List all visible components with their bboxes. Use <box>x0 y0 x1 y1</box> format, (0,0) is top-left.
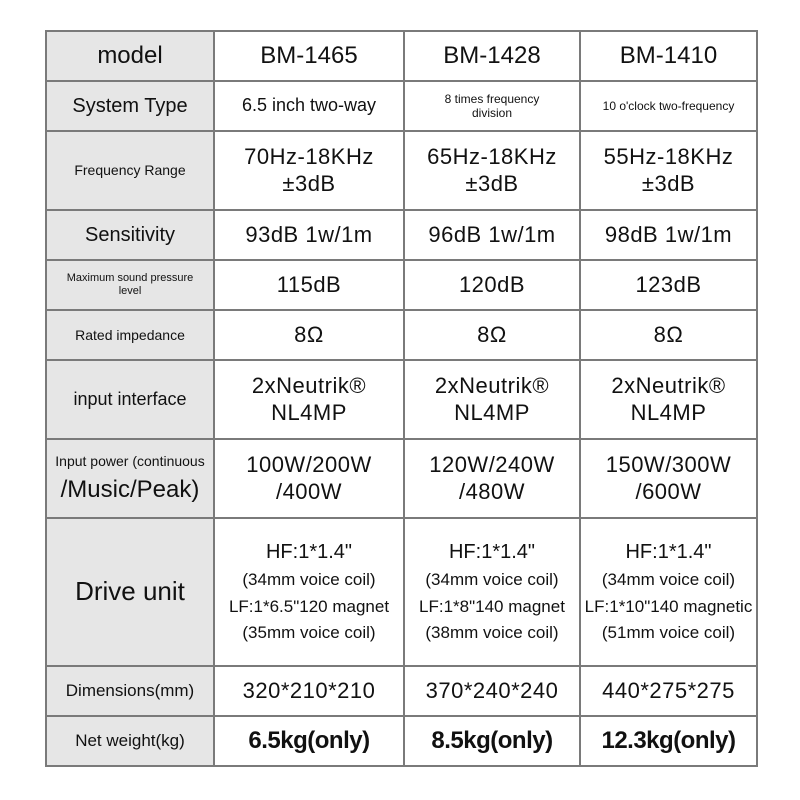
weight-1: 6.5kg(only) <box>214 716 404 766</box>
row-input-interface <box>46 360 757 439</box>
power-2-line2: /480W <box>458 478 526 504</box>
dimensions-3: 440*275*275 <box>580 666 757 716</box>
drive-2-lf-coil: (38mm voice coil) <box>425 623 559 643</box>
impedance-1: 8Ω <box>214 310 404 360</box>
sensitivity-2: 96dB 1w/1m <box>404 210 580 260</box>
freq-3-line2: ±3dB <box>641 170 696 196</box>
power-2 <box>404 439 580 518</box>
power-1 <box>214 439 404 518</box>
model-name-3: BM-1410 <box>580 31 757 81</box>
input-1-line2: NL4MP <box>271 399 347 425</box>
power-1-line2: /400W <box>275 478 343 504</box>
label-max-spl <box>46 260 214 310</box>
drive-2-lf: LF:1*8"140 magnet <box>419 596 565 616</box>
drive-2-hf: HF:1*1.4" <box>448 541 536 564</box>
label-system-type: System Type <box>46 81 214 131</box>
row-net-weight <box>46 716 757 766</box>
drive-3-lf: LF:1*10"140 magnetic <box>584 596 753 616</box>
row-dimensions <box>46 666 757 716</box>
label-sensitivity: Sensitivity <box>46 210 214 260</box>
model-name-1: BM-1465 <box>214 31 404 81</box>
drive-2-hf-coil: (34mm voice coil) <box>425 570 559 590</box>
power-1-line1: 100W/200W <box>246 452 372 478</box>
input-2-line2: NL4MP <box>454 399 530 425</box>
input-3-line2: NL4MP <box>630 399 707 425</box>
drive-3-hf: HF:1*1.4" <box>625 541 712 564</box>
system-type-2-line1: 8 times frequency <box>444 91 540 106</box>
freq-1-line2: ±3dB <box>282 170 336 196</box>
power-2-line1: 120W/240W <box>429 452 555 478</box>
drive-3-hf-coil: (34mm voice coil) <box>601 570 736 590</box>
impedance-2: 8Ω <box>404 310 580 360</box>
power-3-line1: 150W/300W <box>605 452 732 478</box>
label-model: model <box>46 31 214 81</box>
freq-3 <box>580 131 757 210</box>
drive-3-lf-coil: (51mm voice coil) <box>601 623 736 643</box>
label-dimensions: Dimensions(mm) <box>46 666 214 716</box>
freq-2-line2: ±3dB <box>465 170 519 196</box>
row-max-spl <box>46 260 757 310</box>
power-3-line2: /600W <box>635 478 702 504</box>
freq-1-line1: 70Hz-18KHz <box>244 144 374 170</box>
input-2-line1: 2xNeutrik® <box>434 373 550 399</box>
system-type-2-line2: division <box>471 106 513 120</box>
row-model <box>46 31 757 81</box>
dimensions-1: 320*210*210 <box>214 666 404 716</box>
drive-1-hf: HF:1*1.4" <box>265 541 353 564</box>
row-impedance <box>46 310 757 360</box>
system-type-3: 10 o'clock two-frequency <box>580 81 757 131</box>
drive-3 <box>580 518 757 666</box>
freq-2-line1: 65Hz-18KHz <box>427 144 557 170</box>
weight-2: 8.5kg(only) <box>404 716 580 766</box>
weight-3: 12.3kg(only) <box>580 716 757 766</box>
row-input-power <box>46 439 757 518</box>
system-type-2 <box>404 81 580 131</box>
freq-1 <box>214 131 404 210</box>
input-2 <box>404 360 580 439</box>
label-input-power-line2: /Music/Peak) <box>60 475 200 503</box>
max-spl-3: 123dB <box>580 260 757 310</box>
label-rated-impedance: Rated impedance <box>46 310 214 360</box>
model-name-2: BM-1428 <box>404 31 580 81</box>
drive-1-hf-coil: (34mm voice coil) <box>242 570 376 590</box>
freq-3-line1: 55Hz-18KHz <box>603 144 734 170</box>
row-drive-unit <box>46 518 757 666</box>
sensitivity-1: 93dB 1w/1m <box>214 210 404 260</box>
input-1-line1: 2xNeutrik® <box>251 373 367 399</box>
label-max-spl-line1: Maximum sound pressure <box>66 271 194 284</box>
label-input-interface: input interface <box>46 360 214 439</box>
drive-1-lf: LF:1*6.5"120 magnet <box>228 596 390 616</box>
power-3 <box>580 439 757 518</box>
label-net-weight: Net weight(kg) <box>46 716 214 766</box>
input-1 <box>214 360 404 439</box>
drive-2 <box>404 518 580 666</box>
input-3 <box>580 360 757 439</box>
row-sensitivity <box>46 210 757 260</box>
label-input-power <box>46 439 214 518</box>
impedance-3: 8Ω <box>580 310 757 360</box>
label-frequency-range: Frequency Range <box>46 131 214 210</box>
max-spl-1: 115dB <box>214 260 404 310</box>
input-3-line1: 2xNeutrik® <box>611 373 726 399</box>
system-type-1: 6.5 inch two-way <box>214 81 404 131</box>
row-frequency-range <box>46 131 757 210</box>
spec-table <box>45 30 758 767</box>
sensitivity-3: 98dB 1w/1m <box>580 210 757 260</box>
drive-1-lf-coil: (35mm voice coil) <box>242 623 376 643</box>
label-max-spl-line2: level <box>118 285 142 297</box>
label-drive-unit: Drive unit <box>46 518 214 666</box>
dimensions-2: 370*240*240 <box>404 666 580 716</box>
label-input-power-line1: Input power (continuous <box>55 452 205 469</box>
freq-2 <box>404 131 580 210</box>
row-system-type <box>46 81 757 131</box>
max-spl-2: 120dB <box>404 260 580 310</box>
drive-1 <box>214 518 404 666</box>
